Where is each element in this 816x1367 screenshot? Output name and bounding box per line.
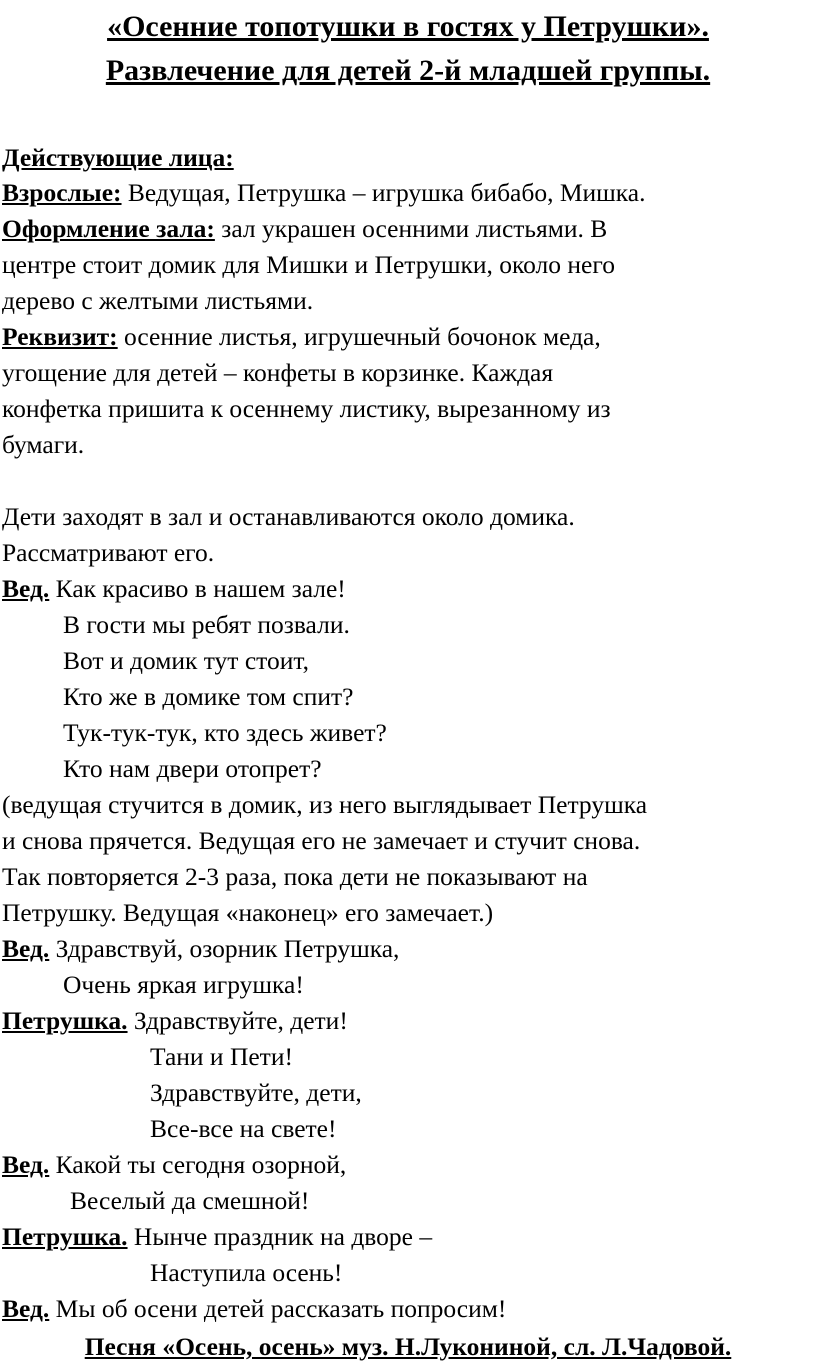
ved-speech-2-line-1 (2, 931, 399, 967)
document-title-line-2: Развлечение для детей 2-й младшей группы. (105, 54, 711, 87)
ved-label: Вед. (2, 574, 50, 603)
remark-line-2: и снова прячется. Ведущая его не замечает и стучит снова. (2, 826, 641, 855)
petrushka-speech-1-line-1 (2, 1003, 348, 1039)
ved-speech-3-line-2: Веселый да смешной! (70, 1186, 310, 1215)
decoration-line-1 (2, 211, 607, 247)
petrushka-speech-2-text-1: Нынче праздник на дворе – (127, 1222, 433, 1251)
ved-speech-1-line-2: В гости мы ребят позвали. (63, 610, 350, 639)
document-title-line-1: «Осенние топотушки в гостях у Петрушки». (107, 10, 709, 43)
props-line-1 (2, 319, 601, 355)
scene-intro-line-1: Дети заходят в зал и останавливаются около домика. (2, 502, 575, 531)
petrushka-speech-1-line-3: Здравствуйте, дети, (150, 1078, 362, 1107)
props-text-1: осенние листья, игрушечный бочонок меда, (117, 322, 601, 351)
petrushka-label: Петрушка. (2, 1222, 128, 1251)
petrushka-speech-1-line-2: Тани и Пети! (150, 1042, 293, 1071)
ved-speech-1-line-1 (2, 571, 346, 607)
decoration-label: Оформление зала: (2, 214, 215, 243)
ved-speech-1-line-3: Вот и домик тут стоит, (63, 646, 309, 675)
ved-speech-1-text-1: Как красиво в нашем зале! (49, 574, 346, 603)
adults-line (2, 175, 646, 211)
ved-label: Вед. (2, 1294, 50, 1323)
adults-label: Взрослые: (2, 178, 122, 207)
adults-text: Ведущая, Петрушка – игрушка бибабо, Мишка. (121, 178, 646, 207)
remark-line-1: (ведущая стучится в домик, из него выглядывает Петрушка (2, 790, 648, 819)
ved-speech-1-line-6: Кто нам двери отопрет? (63, 754, 322, 783)
petrushka-speech-2-line-2: Наступила осень! (150, 1258, 343, 1287)
ved-speech-4-text-1: Мы об осени детей рассказать попросим! (49, 1294, 507, 1323)
ved-label: Вед. (2, 1150, 50, 1179)
petrushka-speech-1-text-1: Здравствуйте, дети! (127, 1006, 348, 1035)
ved-label: Вед. (2, 934, 50, 963)
decoration-line-2: центре стоит домик для Мишки и Петрушки, около него (2, 250, 615, 279)
ved-speech-2-text-1: Здравствуй, озорник Петрушка, (49, 934, 400, 963)
props-line-3: конфетка пришита к осеннему листику, вырезанному из (2, 394, 611, 423)
petrushka-label: Петрушка. (2, 1006, 128, 1035)
ved-speech-4-line-1 (2, 1291, 506, 1327)
ved-speech-3-text-1: Какой ты сегодня озорной, (49, 1150, 347, 1179)
props-label: Реквизит: (2, 322, 118, 351)
ved-speech-2-line-2: Очень яркая игрушка! (63, 970, 304, 999)
remark-line-4: Петрушку. Ведущая «наконец» его замечает.) (2, 898, 494, 927)
props-line-4: бумаги. (2, 430, 85, 459)
petrushka-speech-2-line-1 (2, 1219, 432, 1255)
song-title: Песня «Осень, осень» муз. Н.Лукониной, сл. Л.Чадовой. (84, 1332, 732, 1361)
petrushka-speech-1-line-4: Все-все на свете! (150, 1114, 337, 1143)
decoration-text-1: зал украшен осенними листьями. В (214, 214, 608, 243)
ved-speech-1-line-5: Тук-тук-тук, кто здесь живет? (63, 718, 387, 747)
characters-heading: Действующие лица: (2, 143, 234, 172)
scene-intro-line-2: Рассматривают его. (2, 538, 215, 567)
ved-speech-1-line-4: Кто же в домике том спит? (63, 682, 354, 711)
props-line-2: угощение для детей – конфеты в корзинке. Каждая (2, 358, 554, 387)
remark-line-3: Так повторяется 2-3 раза, пока дети не показывают на (2, 862, 588, 891)
decoration-line-3: дерево с желтыми листьями. (2, 286, 314, 315)
ved-speech-3-line-1 (2, 1147, 346, 1183)
